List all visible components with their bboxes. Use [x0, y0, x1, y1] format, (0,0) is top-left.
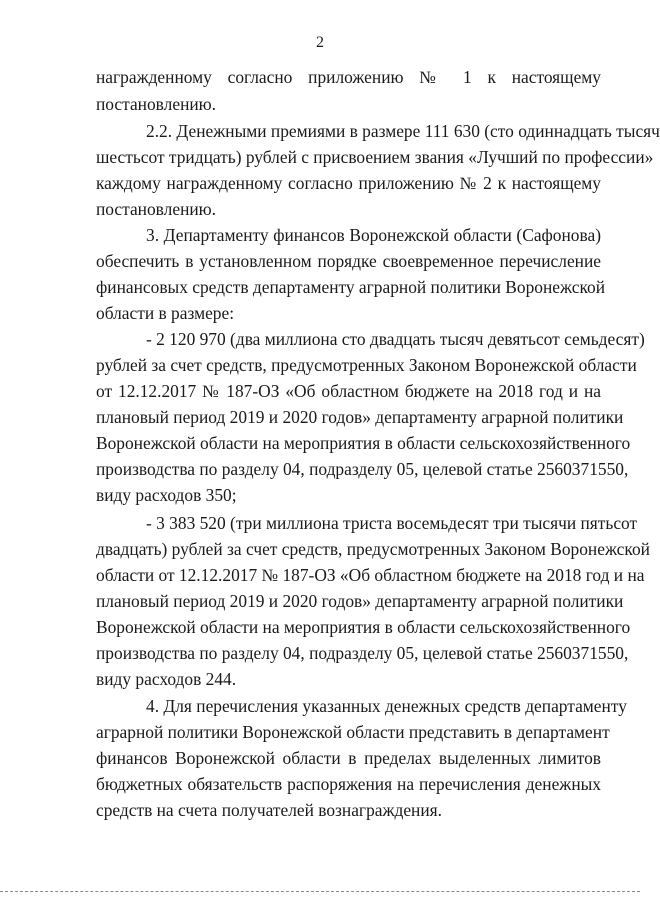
text-line: каждому награжденному согласно приложению № 2 к настоящему: [96, 173, 601, 193]
text-line: - 2 120 970 (два миллиона сто двадцать тысяч девятьсот семьдесят): [146, 329, 645, 349]
text-line: двадцать) рублей за счет средств, предусмотренных Законом Воронежской: [96, 539, 650, 559]
text-line: шестьсот тридцать) рублей с присвоением звания «Лучший по профессии»: [96, 147, 654, 167]
text-line: постановлению.: [96, 94, 217, 114]
text-line: производства по разделу 04, подразделу 05, целевой статье 2560371550,: [96, 459, 629, 479]
text-line: виду расходов 350;: [96, 485, 237, 505]
text-line: 4. Для перечисления указанных денежных средств департаменту: [146, 696, 627, 716]
text-line: награжденному согласно приложению № 1 к настоящему: [96, 67, 601, 87]
text-line: области в размере:: [96, 303, 235, 323]
text-line: обеспечить в установленном порядке своевременное перечисление: [96, 251, 601, 271]
text-line: производства по разделу 04, подразделу 05, целевой статье 2560371550,: [96, 643, 629, 663]
text-line: виду расходов 244.: [96, 669, 237, 689]
text-line: Воронежской области на мероприятия в области сельскохозяйственного: [96, 433, 631, 453]
text-line: Воронежской области на мероприятия в области сельскохозяйственного: [96, 617, 631, 637]
text-line: области от 12.12.2017 № 187-ОЗ «Об областном бюджете на 2018 год и на: [96, 565, 645, 585]
text-line: финансовых средств департаменту аграрной политики Воронежской: [96, 277, 606, 297]
text-line: постановлению.: [96, 199, 217, 219]
text-line: плановый период 2019 и 2020 годов» департаменту аграрной политики: [96, 407, 624, 427]
text-line: - 3 383 520 (три миллиона триста восемьдесят три тысячи пятьсот: [146, 513, 638, 533]
text-line: финансов Воронежской области в пределах выделенных лимитов: [96, 748, 601, 768]
page-number: 2: [316, 34, 324, 51]
text-line: бюджетных обязательств распоряжения на перечисления денежных: [96, 774, 601, 794]
text-line: средств на счета получателей вознаграждения.: [96, 800, 443, 820]
text-line: 2.2. Денежными премиями в размере 111 630 (сто одиннадцать тысяч: [146, 121, 660, 141]
text-line: рублей за счет средств, предусмотренных Законом Воронежской области: [96, 355, 637, 375]
page-bottom-edge: [0, 891, 640, 892]
text-line: от 12.12.2017 № 187-ОЗ «Об областном бюджете на 2018 год и на: [96, 381, 601, 401]
text-line: 3. Департаменту финансов Воронежской области (Сафонова): [146, 225, 601, 245]
text-line: аграрной политики Воронежской области представить в департамент: [96, 722, 610, 742]
text-line: плановый период 2019 и 2020 годов» департаменту аграрной политики: [96, 591, 624, 611]
